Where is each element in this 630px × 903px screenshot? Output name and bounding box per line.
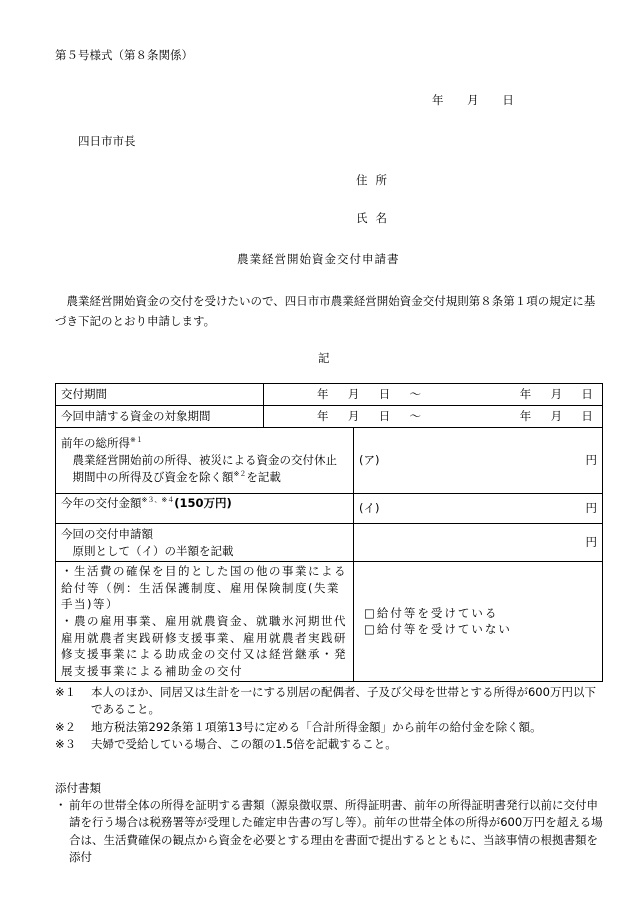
row-label-application-amount: 今回の交付申請額 原則として（イ）の半額を記載 [56, 524, 354, 562]
address-label: 住所 [356, 173, 395, 187]
form-number: 第５号様式（第８条関係） [55, 48, 193, 62]
date-day: 日 [502, 93, 514, 107]
row-label-grant-period: 交付期間 [56, 384, 264, 406]
attachments-item: ・ 前年の世帯全体の所得を証明する書類（源泉徴収票、所得証明書、前年の所得証明書発行以前に交付申請を行う場合は税務署等が受理した確定申告書の写し等）。前年の世帯全体の所得が600万円を超える場合は、生活費確保の観点から資金を必要とする理由を書面で提出するとともに、当該事情の根拠書類を添付 [55, 798, 603, 864]
note-3: ※３ 夫婦で受給している場合、この額の1.5倍を記載すること。 [55, 736, 397, 751]
ki-label: 記 [318, 351, 330, 365]
note-1: ※１ 本人のほか、同居又は生計を一にする別居の配偶者、子及び父母を世帯とする所得が600万円以下であること。 [55, 685, 596, 717]
benefits-checkbox-group [354, 562, 603, 682]
grant-period-field[interactable]: 年 月 日 ～ 年 月 日 [264, 384, 603, 406]
other-benefits-description: ・生活費の確保を目的とした国の他の事業による給付等（例：生活保護制度、雇用保険制度(失業手当)等） ・農の雇用事業、雇用就農資金、就職氷河期世代雇用就農者実践研修支援事業、雇用就農者実践研修支援事業による助成金の交付又は経営継承・発展支援事業による補助金の交付 [56, 562, 354, 682]
table-row [56, 428, 603, 494]
grant-amount-field[interactable]: (イ) 円 [354, 494, 603, 524]
target-period-field[interactable]: 年 月 日 ～ 年 月 日 [264, 406, 603, 428]
date-line [432, 92, 514, 109]
table-row [56, 562, 603, 682]
date-month: 月 [467, 93, 479, 107]
row-label-grant-amount: 今年の交付金額$^{※3、※4}$(150万円) [56, 494, 354, 524]
table-row [56, 406, 603, 428]
row-label-target-period: 今回申請する資金の対象期間 [56, 406, 264, 428]
application-table [55, 383, 603, 682]
notes-section [55, 684, 605, 753]
checkbox-not-receiving[interactable]: □給付等を受けていない [364, 622, 512, 637]
name-label: 氏名 [356, 211, 395, 225]
checkbox-receiving[interactable]: □給付等を受けている [364, 605, 499, 620]
table-row [56, 384, 603, 406]
addressee: 四日市市長 [78, 134, 136, 148]
document-title: 農業経営開始資金交付申請書 [237, 252, 400, 266]
row-label-prior-income: 前年の総所得$^{※1}$ 農業経営開始前の所得、被災による資金の交付休止期間中の所得及び資金を除く額$^{※2}$を記載 [56, 428, 354, 494]
table-row [56, 494, 603, 524]
prior-income-field[interactable]: (ア) 円 [354, 428, 603, 494]
application-amount-field[interactable]: 円 [354, 524, 603, 562]
table-row [56, 524, 603, 562]
attachments-title: 添付書類 [55, 781, 101, 795]
note-2: ※２ 地方税法第292条第１項第13号に定める「合計所得金額」から前年の給付金を除く額。 [55, 719, 542, 734]
body-paragraph: 農業経営開始資金の交付を受けたいので、四日市市農業経営開始資金交付規則第８条第１項の規定に基づき下記のとおり申請します。 [55, 294, 596, 329]
date-year: 年 [432, 93, 444, 107]
